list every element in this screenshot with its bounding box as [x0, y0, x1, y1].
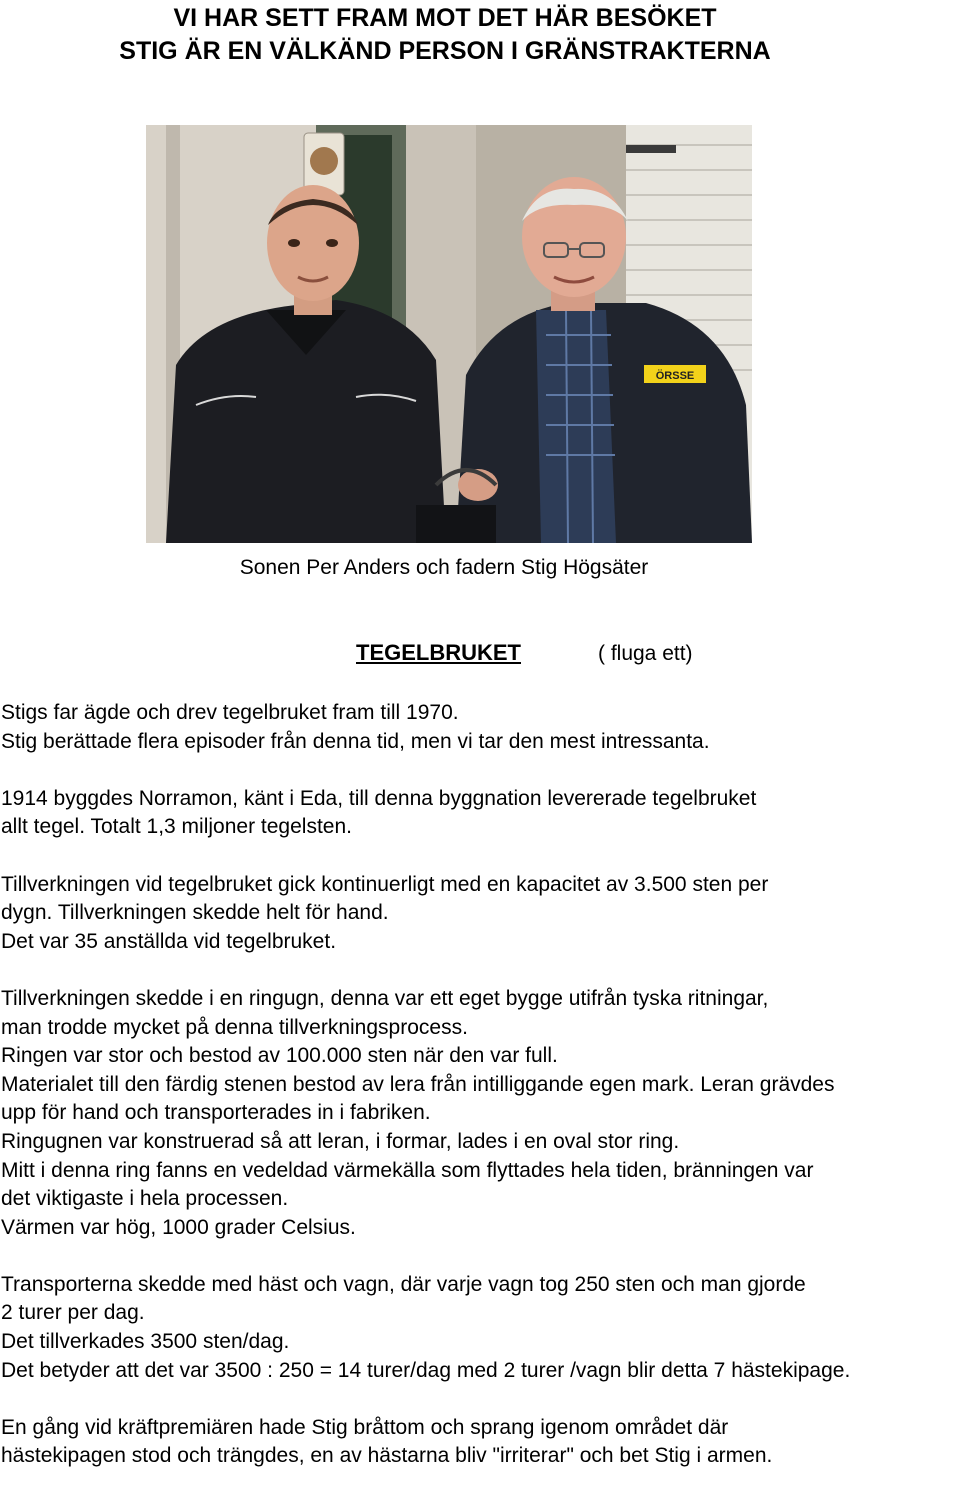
section-heading-note: ( fluga ett) [598, 642, 693, 665]
text-line: Materialet till den färdig stenen bestod av lera från intilliggande egen mark. Leran grävdes [1, 1072, 835, 1096]
text-line: Tillverkningen skedde i en ringugn, denna var ett eget bygge utifrån tyska ritningar, [1, 986, 769, 1010]
text-line: Ringen var stor och bestod av 100.000 sten när den var full. [1, 1044, 558, 1068]
section-heading: TEGELBRUKET [356, 640, 521, 665]
paragraph-norramon [1, 785, 959, 842]
photo-father-and-son [146, 125, 752, 543]
text-line: Stig berättade flera episoder från denna tid, men vi tar den mest intressanta. [1, 729, 710, 753]
text-line: Det betyder att det var 3500 : 250 = 14 turer/dag med 2 turer /vagn blir detta 7 hästekipage. [1, 1358, 851, 1382]
text-line: man trodde mycket på denna tillverkningsprocess. [1, 1015, 468, 1039]
paragraph-transport [1, 1271, 959, 1385]
text-line: Tillverkningen vid tegelbruket gick kontinuerligt med en kapacitet av 3.500 sten per [1, 872, 769, 896]
page-title-line-2: STIG ÄR EN VÄLKÄND PERSON I GRÄNSTRAKTERNA [119, 37, 771, 65]
text-line: En gång vid kräftpremiären hade Stig bråttom och sprang igenom området där [1, 1415, 729, 1439]
jacket-print: ÖRSSE [655, 370, 695, 382]
paragraph-history [1, 699, 959, 756]
text-line: Värmen var hög, 1000 grader Celsius. [1, 1215, 356, 1239]
page-title-line-1: VI HAR SETT FRAM MOT DET HÄR BESÖKET [173, 4, 717, 32]
text-line: Stigs far ägde och drev tegelbruket fram till 1970. [1, 701, 459, 724]
article-body [1, 699, 959, 1500]
text-line: Det var 35 anställda vid tegelbruket. [1, 929, 337, 953]
paragraph-ring-kiln [1, 985, 959, 1242]
text-line: Det tillverkades 3500 sten/dag. [1, 1330, 290, 1354]
text-line: det viktigaste i hela processen. [1, 1187, 289, 1211]
text-line: Mitt i denna ring fanns en vedeldad värmekälla som flyttades hela tiden, bränningen var [1, 1158, 814, 1182]
text-line: 2 turer per dag. [1, 1301, 145, 1325]
text-line: Transporterna skedde med häst och vagn, där varje vagn tog 250 sten och man gjorde [1, 1272, 806, 1296]
text-line: 1914 byggdes Norramon, känt i Eda, till denna byggnation levererade tegelbruket [1, 786, 757, 810]
text-line: upp för hand och transporterades in i fabriken. [1, 1101, 431, 1125]
paragraph-anecdote [1, 1414, 959, 1471]
text-line: dygn. Tillverkningen skedde helt för hand. [1, 901, 389, 925]
paragraph-capacity [1, 871, 959, 957]
text-line: Ringugnen var konstruerad så att leran, i formar, lades i en oval stor ring. [1, 1129, 680, 1153]
text-line: allt tegel. Totalt 1,3 miljoner tegelsten. [1, 815, 352, 839]
text-line: hästekipagen stod och trängdes, en av hästarna bliv "irriterar" och bet Stig i armen. [1, 1444, 773, 1468]
photo-caption: Sonen Per Anders och fadern Stig Högsäter [239, 556, 649, 579]
